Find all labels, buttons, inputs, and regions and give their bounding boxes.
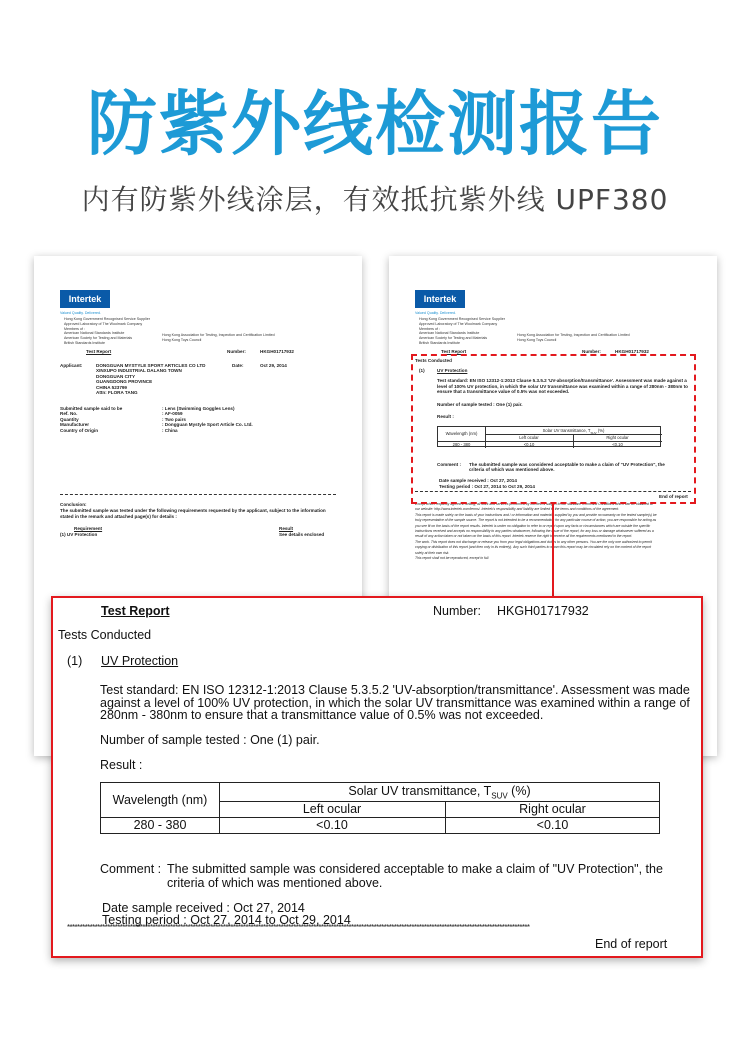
accreditation-list-right: Hong Kong Association for Testing, Inspection and Certification Limited Hong Kong Toys Council [162, 333, 275, 342]
report-number: HKGH01717932 [615, 349, 649, 354]
disclaimer: Except where explicitly agreed in writing, all work and services performed by Intertek is subject to our standard Terms and Conditions which can be obtained at our website: http://www.intertek.com/terms/. Intertek's responsibility and liability are limited to the terms and conditions of the agreement. This report is made solely on the basis of your instructions and / or information and materials supplied by you and provide no warranty on the tested sample(s) be truly representative of the sample source. The report is not intended to be a recommendation for any particular course of action, you are responsible for acting as you see fit on the basis of the report results. Intertek is under no obligation to refer to or report upon any facts or circumstances which are outside the specific instructions received and accepts no responsibility to any parties whatsoever, following the issue of the report, for any loss or damage whatsoever suffered as a result of any action taken or not taken on the basis of this report. Intertek reserve the right to receive all the requirements mentioned in the report. The work. This report does not discharge or release you from your legal obligations and duties to any other persons. You are the only one authorized to permit copying or distribution of this report (and then only in its entirety). Any such third parties to whom this report may be circulated rely on the content of the report solely at their own risk. This report shall not be reproduced, except in full. [415, 502, 657, 561]
uv-mini-table: Wavelength (nm) Solar UV transmittance, $T_{SUV}$ (%) Left ocular Right ocular 280 - 380 <0.10 <0.10 [437, 426, 661, 447]
report-number: HKGH01717932 [260, 349, 294, 354]
accreditation-list: Hong Kong Government Recognised Service Supplier Approved Laboratory of The Woolmark Company Members of : American National Standards Institute American Society for Testing and Materials British Standards Institute [64, 317, 150, 345]
page-subtitle: 内有防紫外线涂层，有效抵抗紫外线 UPF380 [81, 183, 669, 216]
item-title: UV Protection [437, 368, 468, 373]
test-report-label: Test Report [86, 349, 112, 354]
item-number: (1) [67, 654, 83, 668]
requirement-header: Requirement [74, 526, 103, 531]
accreditation-list-right: Hong Kong Association for Testing, Inspection and Certification Limited Hong Kong Toys Council [517, 333, 630, 342]
standard-text: Test standard: EN ISO 12312-1:2013 Clause 5.3.5.2 'UV-absorption/transmittance'. Assessment was made against a level of 100% UV protection, in which the solar UV transmittance was examined within a range of 280nm - 380nm to ensure that a transmittance value of 0.5% was not exceeded. [437, 378, 688, 395]
item-number: (1) [419, 368, 425, 373]
date-received: Date sample received : Oct 27, 2014 [439, 478, 517, 483]
conclusion-text: The submitted sample was tested under the following requirements requested by the applicant, subject to the information stated in the remark and attached page(s) for details : [60, 508, 326, 519]
uv-transmittance-table [100, 782, 660, 834]
page-title: 防紫外线检测报告 [87, 83, 663, 165]
cell-wavelength: 280 - 380 [133, 818, 187, 832]
conclusion-label: Conclusion: [60, 502, 87, 507]
header-left-ocular: Left ocular [302, 802, 362, 816]
samples-tested: Number of sample tested : One (1) pair. [100, 733, 320, 747]
header-right-ocular: Right ocular [519, 802, 586, 816]
star-divider: **************************************************************************************************************************************************************************************** [67, 924, 530, 932]
result-header: Result [279, 526, 294, 531]
end-of-report: End of report [659, 494, 688, 499]
date-received: Date sample received : Oct 27, 2014 [102, 901, 305, 915]
item-title: UV Protection [101, 654, 179, 668]
test-report-label: Test Report [441, 349, 467, 354]
result-label: Result : [437, 414, 454, 419]
header-wavelength: Wavelength (nm) [112, 793, 208, 807]
cell-left-ocular: <0.10 [316, 818, 348, 832]
comment-label: Comment : [100, 862, 162, 876]
applicant-address: DONGGUAN MYSTYLE SPORT ARTICLES CO LTD XINXUPO INDUSTRIAL DALANG TOWN DONGGUAN CITY GUANGDONG PROVINCE CHINA 523799 Attn: FLORA TANG [96, 363, 206, 396]
intertek-logo: Intertek [415, 290, 465, 308]
tests-conducted-label: Tests Conducted [415, 358, 452, 363]
intertek-logo: Intertek [60, 290, 110, 308]
zoom-detail-panel [51, 596, 703, 958]
divider [60, 494, 336, 495]
testing-period: Testing period : Oct 27, 2014 to Oct 29, 2014 [102, 913, 351, 927]
end-of-report: End of report [595, 937, 668, 951]
cell-right-ocular: <0.10 [536, 818, 569, 832]
report-number: HKGH01717932 [497, 604, 589, 618]
tests-conducted-label: Tests Conducted [58, 628, 152, 642]
number-label: Number: [227, 349, 246, 354]
requirement-item: (1) UV Protection [60, 532, 98, 537]
date-label: Date: [232, 363, 244, 368]
standard-text: Test standard: EN ISO 12312-1:2013 Clause 5.3.5.2 'UV-absorption/transmittance'. Assessment was made against a level of 100% UV protection, in which the solar UV transmittance was examined within a range of 280nm - 380nm to ensure that a transmittance value of 0.5% was not exceeded. [100, 683, 690, 722]
test-report-label: Test Report [101, 604, 170, 618]
accreditation-list: Hong Kong Government Recognised Service Supplier Approved Laboratory of The Woolmark Company Members of : American National Standards Institute American Society for Testing and Materials British Standards Institute [419, 317, 505, 345]
number-label: Number: [433, 604, 481, 618]
logo-slogan: Valued Quality. Delivered. [60, 311, 102, 315]
testing-period: Testing period : Oct 27, 2014 to Oct 29, 2014 [439, 484, 535, 489]
report-date: Oct 29, 2014 [260, 363, 287, 368]
number-label: Number: [582, 349, 601, 354]
comment-text: The submitted sample was considered acceptable to make a claim of "UV Protection", the criteria of which was mentioned above. [167, 862, 663, 890]
comment-label: Comment : [437, 462, 461, 467]
header-transmittance: Solar UV transmittance, $T_{SUV}$ (%) [348, 784, 531, 801]
sample-field-labels: Submitted sample said to be Ref. No. Quantity Manufacturer Country of Origin [60, 406, 123, 433]
result-label: Result : [100, 758, 143, 772]
comment-text: The submitted sample was considered acceptable to make a claim of "UV Protection", the criteria of which was mentioned above. [469, 462, 665, 473]
applicant-label: Applicant: [60, 363, 83, 368]
connector-line [552, 504, 554, 596]
highlight-box [411, 354, 696, 504]
result-item: See details enclosed [279, 532, 325, 537]
samples-tested: Number of sample tested : One (1) pair. [437, 402, 523, 407]
sample-field-values: : Lens (Swimming Goggles Lens) : AF-0059 : Two pairs : Dongguan Mystyle Sport Article Co. Ltd. : China [162, 406, 253, 433]
logo-slogan: Valued Quality. Delivered. [415, 311, 457, 315]
